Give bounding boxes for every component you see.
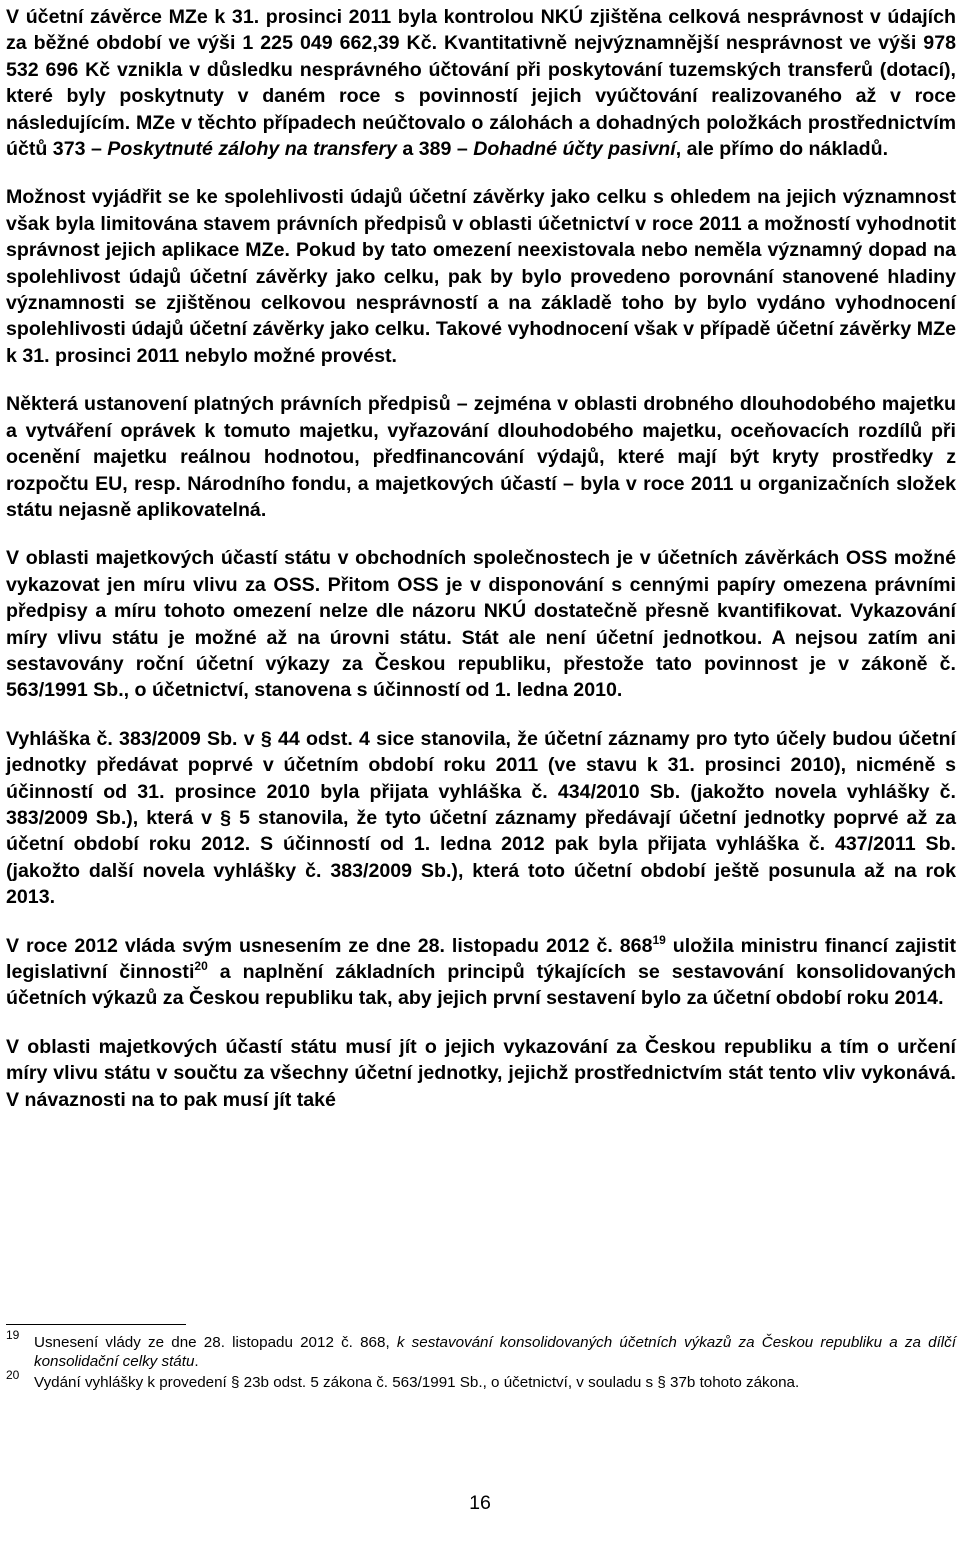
text-run: V roce 2012 vláda svým usnesením ze dne 28. listopadu 2012 č. 868 [6, 934, 653, 957]
paragraph-1 [6, 4, 956, 162]
text-run: Možnost vyjádřit se ke spolehlivosti údajů účetní závěrky jako celku s ohledem na jejich významnost však byla limitována stavem právních předpisů v oblasti účetnictví v roce 2011 a možností vyhodnotit správnost jejich aplikace MZe. Pokud by tato omezení neexistovala nebo neměla významný dopad na spolehlivost údajů účetní závěrky jako celku, pak by bylo provedeno porovnání stanovené hladiny významnosti se zjištěnou celkovou nesprávností a na základě toho by bylo vydáno vyhodnocení spolehlivosti údajů účetní závěrky jako celku. Takové vyhodnocení však v případě účetní závěrky MZe k 31. prosinci 2011 nebylo možné provést. [6, 186, 956, 367]
text-run: V oblasti majetkových účastí státu musí jít o jejich vykazování za Českou republiku a tím o určení míry vlivu státu v součtu za všechny účetní jednotky, jejichž prostřednictvím stát tento vliv vykonává. V návaznosti na to pak musí jít také [6, 1035, 956, 1111]
paragraph-7 [6, 1034, 956, 1113]
text-run: a 389 – [396, 138, 474, 161]
footnote-number: 19 [6, 1328, 20, 1342]
text-run: Vydání vyhlášky k provedení § 23b odst. 5 zákona č. 563/1991 Sb., o účetnictví, v souladu s § 37b tohoto zákona. [34, 1374, 800, 1391]
text-run: Některá ustanovení platných právních předpisů – zejména v oblasti drobného dlouhodobého majetku a vytváření oprávek k tomuto majetku, vyřazování dlouhodobého majetku, oceňovacích rozdílů při ocenění majetku reálnou hodnotou, předfinancování výdajů, které mají být kryty prostředky z rozpočtu EU, resp. Národního fondu, a majetkových účastí – byla v roce 2011 u organizačních složek státu nejasně aplikovatelná. [6, 393, 956, 521]
italic-run: Dohadné účty pasivní [473, 138, 676, 161]
document-body [6, 4, 956, 1135]
footnote-reference: 20 [194, 959, 208, 973]
footnote-divider [6, 1324, 186, 1325]
paragraph-5 [6, 726, 956, 911]
paragraph-3 [6, 391, 956, 523]
footnote-20 [6, 1368, 956, 1392]
italic-run: k sestavování konsolidovaných účetních výkazů za Českou republiku a za dílčí konsolidační celky státu [34, 1334, 956, 1370]
paragraph-2 [6, 184, 956, 369]
text-run: Vyhláška č. 383/2009 Sb. v § 44 odst. 4 sice stanovila, že účetní záznamy pro tyto účely budou účetní jednotky předávat poprvé v účetním období roku 2011 (ve stavu k 31. prosinci 2010), nicméně s účinností od 31. prosince 2010 byla přijata vyhláška č. 434/2010 Sb. (jakožto novela vyhlášky č. 383/2009 Sb.), která v § 5 stanovila, že tyto účetní záznamy předávají účetní jednotky poprvé až za účetní období roku 2012. S účinností od 1. ledna 2012 pak byla přijata vyhláška č. 437/2011 Sb. (jakožto další novela vyhlášky č. 383/2009 Sb.), která toto účetní období ještě posunula až na rok 2013. [6, 727, 956, 909]
footnote-text [34, 1334, 956, 1370]
italic-run: Poskytnuté zálohy na transfery [107, 138, 397, 161]
footnote-text [34, 1374, 799, 1391]
footnotes [6, 1324, 956, 1394]
footnote-19 [6, 1328, 956, 1371]
text-run: , ale přímo do nákladů. [675, 138, 889, 161]
text-run: a naplnění základních principů týkajících se sestavování konsolidovaných účetních výkazů za Českou republiku tak, aby jejich první sestavení bylo za účetní období roku 2014. [6, 961, 957, 1010]
paragraph-4 [6, 545, 956, 703]
text-run: V oblasti majetkových účastí státu v obchodních společnostech je v účetních závěrkách OSS možné vykazovat jen míru vlivu za OSS. Přitom OSS je v disponování s cennými papíry omezena právními předpisy a míru tohoto omezení nelze dle názoru NKÚ dostatečně přesně kvantifikovat. Vykazování míry vlivu státu je možné až na úrovni státu. Stát ale není účetní jednotkou. A nejsou zatím ani sestavovány roční účetní výkazy za Českou republiku, přestože tato povinnost je v zákoně č. 563/1991 Sb., o účetnictví, stanovena s účinností od 1. ledna 2010. [6, 547, 956, 702]
text-run: uložila ministru financí zajistit legislativní činnosti [6, 934, 956, 983]
paragraph-6 [6, 933, 956, 1012]
footnote-reference: 19 [652, 932, 666, 947]
text-run: V účetní závěrce MZe k 31. prosinci 2011 byla kontrolou NKÚ zjištěna celková nesprávnost v údajích za běžné období ve výši 1 225 049 662,39 Kč. Kvantitativně nejvýznamnější nesprávnost ve výši 978 532 696 Kč vznikla v důsledku nesprávného účtování při poskytování tuzemských transferů (dotací), které byly poskytnuty v daném roce s povinností jejich vyúčtování realizovaného až v roce následujícím. MZe v těchto případech neúčtovalo o zálohách a dohadných položkách prostřednictvím účtů 373 – [6, 6, 956, 161]
text-run: Usnesení vlády ze dne 28. listopadu 2012 č. 868, [34, 1334, 397, 1351]
page-number: 16 [469, 1492, 491, 1514]
text-run: . [194, 1353, 199, 1370]
footnote-number: 20 [6, 1368, 20, 1382]
